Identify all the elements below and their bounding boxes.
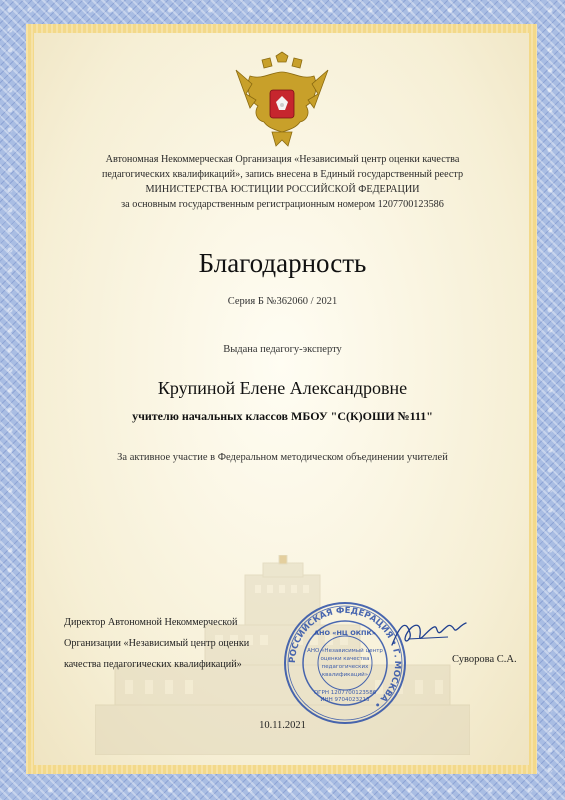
series-number: Серия Б №362060 / 2021 (227, 296, 338, 307)
recipient-name: Крупиной Елене Александровне (157, 378, 408, 398)
issue-date: 10.11.2021 (259, 720, 306, 731)
seal-inn: ИНН 9704023213 (320, 697, 370, 703)
header-line: педагогических квалификаций», запись внесена в Единый государственный реестр (101, 169, 464, 180)
signer-name: Суворова С.А. (452, 654, 517, 665)
issued-to-label: Выдана педагогу-эксперту (223, 344, 342, 355)
signatory-title (64, 612, 249, 675)
coat-of-arms-icon (232, 50, 332, 150)
seal-abbr: АНО «НЦ ОКПК» (314, 629, 376, 637)
signatory-line: Организации «Независимый центр оценки (64, 638, 250, 649)
certificate-title: Благодарность (198, 248, 367, 278)
seal-ogrn: ОГРН 1207700123586 (313, 690, 377, 696)
issuer-header (60, 152, 505, 212)
recipient-position: учителю начальных классов МБОУ "С(К)ОШИ №111" (132, 409, 433, 423)
seal-outer-text: РОССИЙСКАЯ ФЕДЕРАЦИЯ • Г. МОСКВА • (287, 605, 403, 710)
award-reason: За активное участие в Федеральном методическом объединении учителей (117, 452, 448, 463)
seal-inner-line: оценки качества (320, 656, 370, 662)
header-line: Автономная Некоммерческая Организация «Независимый центр оценки качества (105, 154, 460, 165)
seal-inner-line: квалификаций» (321, 672, 369, 678)
seal-inner-line: педагогических (321, 664, 369, 670)
signatory-line: качества педагогических квалификаций» (64, 659, 242, 670)
header-line: за основным государственным регистрационным номером 1207700123586 (121, 199, 444, 210)
signatory-line: Директор Автономной Некоммерческой (64, 617, 238, 628)
header-line: МИНИСТЕРСТВА ЮСТИЦИИ РОССИЙСКОЙ ФЕДЕРАЦИИ (145, 184, 420, 195)
director-signature (388, 615, 468, 655)
seal-inner-line: АНО «Независимый центр (307, 648, 383, 654)
